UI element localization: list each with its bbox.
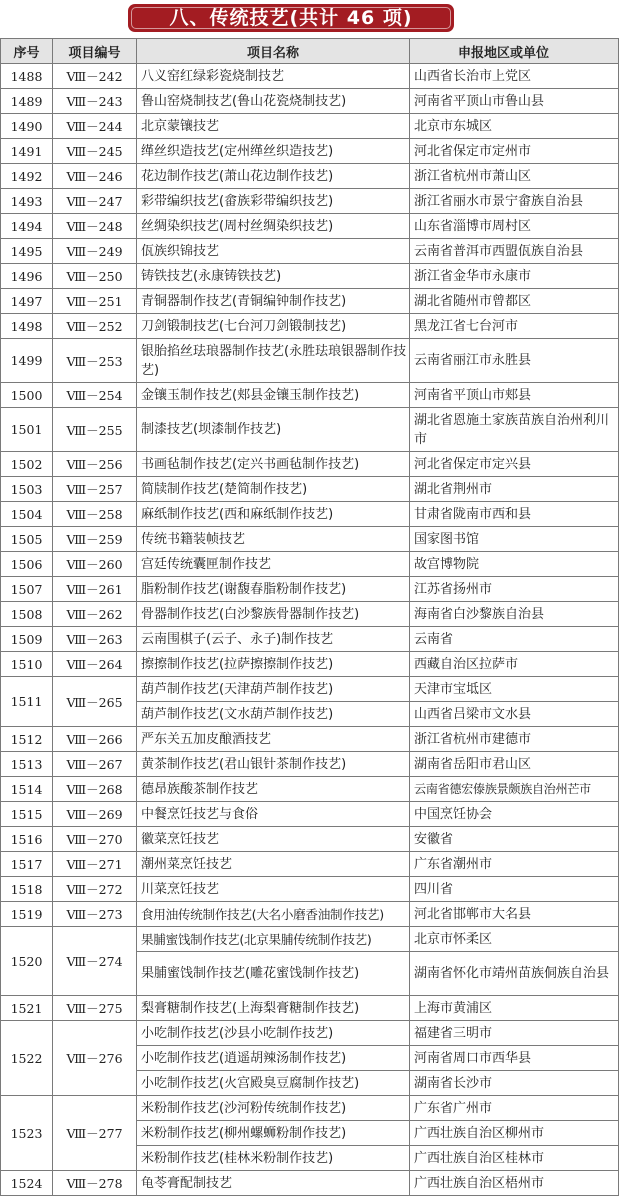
cell-project-name: 龟苓膏配制技艺 — [137, 1171, 410, 1196]
cell-seq: 1517 — [1, 852, 53, 877]
cell-region: 湖北省荆州市 — [410, 477, 619, 502]
cell-project-name: 米粉制作技艺(柳州螺蛳粉制作技艺) — [137, 1121, 410, 1146]
table-row — [1, 452, 619, 477]
heritage-table — [0, 38, 619, 1196]
cell-project-name: 青铜器制作技艺(青铜编钟制作技艺) — [137, 289, 410, 314]
cell-project-name: 脂粉制作技艺(谢馥春脂粉制作技艺) — [137, 577, 410, 602]
cell-seq: 1518 — [1, 877, 53, 902]
cell-project-name: 云南围棋子(云子、永子)制作技艺 — [137, 627, 410, 652]
cell-code: Ⅷ－248 — [53, 214, 137, 239]
cell-region: 安徽省 — [410, 827, 619, 852]
cell-seq: 1501 — [1, 408, 53, 452]
cell-project-name: 食用油传统制作技艺(大名小磨香油制作技艺) — [137, 902, 410, 927]
table-row — [1, 383, 619, 408]
cell-region: 天津市宝坻区 — [410, 677, 619, 702]
cell-code: Ⅷ－254 — [53, 383, 137, 408]
cell-region: 山东省淄博市周村区 — [410, 214, 619, 239]
cell-project-name: 制漆技艺(坝漆制作技艺) — [137, 408, 410, 452]
cell-code: Ⅷ－276 — [53, 1021, 137, 1096]
cell-seq: 1499 — [1, 339, 53, 383]
cell-seq: 1522 — [1, 1021, 53, 1096]
table-row — [1, 996, 619, 1021]
cell-region: 山西省长治市上党区 — [410, 64, 619, 89]
cell-region: 河北省邯郸市大名县 — [410, 902, 619, 927]
table-row — [1, 214, 619, 239]
header-name: 项目名称 — [137, 39, 410, 64]
cell-region: 浙江省金华市永康市 — [410, 264, 619, 289]
cell-project-name: 米粉制作技艺(桂林米粉制作技艺) — [137, 1146, 410, 1171]
cell-seq: 1494 — [1, 214, 53, 239]
cell-seq: 1509 — [1, 627, 53, 652]
cell-region: 广西壮族自治区桂林市 — [410, 1146, 619, 1171]
table-row — [1, 827, 619, 852]
cell-region: 湖北省随州市曾都区 — [410, 289, 619, 314]
table-row — [1, 164, 619, 189]
table-row — [1, 877, 619, 902]
table-row — [1, 114, 619, 139]
cell-seq: 1514 — [1, 777, 53, 802]
cell-region: 上海市黄浦区 — [410, 996, 619, 1021]
cell-region: 福建省三明市 — [410, 1021, 619, 1046]
cell-project-name: 潮州菜烹饪技艺 — [137, 852, 410, 877]
cell-project-name: 银胎掐丝珐琅器制作技艺(永胜珐琅银器制作技艺) — [137, 339, 410, 383]
header-region: 申报地区或单位 — [410, 39, 619, 64]
cell-code: Ⅷ－257 — [53, 477, 137, 502]
cell-seq: 1497 — [1, 289, 53, 314]
cell-code: Ⅷ－245 — [53, 139, 137, 164]
cell-seq: 1521 — [1, 996, 53, 1021]
cell-region: 浙江省丽水市景宁畲族自治县 — [410, 189, 619, 214]
cell-project-name: 丝绸染织技艺(周村丝绸染织技艺) — [137, 214, 410, 239]
cell-region: 国家图书馆 — [410, 527, 619, 552]
cell-project-name: 骨器制作技艺(白沙黎族骨器制作技艺) — [137, 602, 410, 627]
cell-seq: 1524 — [1, 1171, 53, 1196]
cell-seq: 1516 — [1, 827, 53, 852]
cell-seq: 1510 — [1, 652, 53, 677]
section-banner — [0, 4, 620, 34]
cell-region: 湖南省岳阳市君山区 — [410, 752, 619, 777]
cell-project-name: 德昂族酸茶制作技艺 — [137, 777, 410, 802]
table-row — [1, 239, 619, 264]
cell-region: 中国烹饪协会 — [410, 802, 619, 827]
cell-code: Ⅷ－250 — [53, 264, 137, 289]
cell-code: Ⅷ－274 — [53, 927, 137, 996]
cell-region: 云南省德宏傣族景颇族自治州芒市 — [410, 777, 619, 802]
table-row — [1, 89, 619, 114]
cell-project-name: 宫廷传统囊匣制作技艺 — [137, 552, 410, 577]
table-header-row — [1, 39, 619, 64]
cell-project-name: 梨膏糖制作技艺(上海梨膏糖制作技艺) — [137, 996, 410, 1021]
cell-region: 湖北省恩施土家族苗族自治州利川市 — [410, 408, 619, 452]
cell-code: Ⅷ－272 — [53, 877, 137, 902]
table-row — [1, 189, 619, 214]
cell-region: 湖南省长沙市 — [410, 1071, 619, 1096]
cell-code: Ⅷ－251 — [53, 289, 137, 314]
cell-code: Ⅷ－249 — [53, 239, 137, 264]
cell-seq: 1504 — [1, 502, 53, 527]
cell-project-name: 彩带编织技艺(畲族彩带编织技艺) — [137, 189, 410, 214]
cell-code: Ⅷ－247 — [53, 189, 137, 214]
cell-code: Ⅷ－277 — [53, 1096, 137, 1171]
table-row — [1, 577, 619, 602]
cell-seq: 1519 — [1, 902, 53, 927]
cell-project-name: 金镶玉制作技艺(郏县金镶玉制作技艺) — [137, 383, 410, 408]
table-row — [1, 777, 619, 802]
cell-code: Ⅷ－255 — [53, 408, 137, 452]
table-row — [1, 1096, 619, 1121]
cell-seq: 1513 — [1, 752, 53, 777]
cell-region: 河南省平顶山市鲁山县 — [410, 89, 619, 114]
cell-seq: 1507 — [1, 577, 53, 602]
cell-region: 四川省 — [410, 877, 619, 902]
cell-code: Ⅷ－244 — [53, 114, 137, 139]
cell-seq: 1512 — [1, 727, 53, 752]
cell-code: Ⅷ－263 — [53, 627, 137, 652]
cell-seq: 1491 — [1, 139, 53, 164]
cell-project-name: 铸铁技艺(永康铸铁技艺) — [137, 264, 410, 289]
cell-region: 河北省保定市定兴县 — [410, 452, 619, 477]
cell-code: Ⅷ－243 — [53, 89, 137, 114]
cell-region: 广东省潮州市 — [410, 852, 619, 877]
table-row — [1, 408, 619, 452]
cell-seq: 1490 — [1, 114, 53, 139]
cell-seq: 1502 — [1, 452, 53, 477]
cell-seq: 1506 — [1, 552, 53, 577]
table-row — [1, 64, 619, 89]
cell-code: Ⅷ－268 — [53, 777, 137, 802]
cell-code: Ⅷ－262 — [53, 602, 137, 627]
table-row — [1, 652, 619, 677]
section-title: 八、传统技艺(共计 46 项) — [128, 4, 454, 32]
cell-region: 广西壮族自治区梧州市 — [410, 1171, 619, 1196]
cell-code: Ⅷ－253 — [53, 339, 137, 383]
cell-project-name: 北京蒙镶技艺 — [137, 114, 410, 139]
table-row — [1, 264, 619, 289]
cell-seq: 1515 — [1, 802, 53, 827]
cell-code: Ⅷ－267 — [53, 752, 137, 777]
cell-project-name: 小吃制作技艺(火宫殿臭豆腐制作技艺) — [137, 1071, 410, 1096]
cell-code: Ⅷ－269 — [53, 802, 137, 827]
cell-project-name: 葫芦制作技艺(天津葫芦制作技艺) — [137, 677, 410, 702]
table-row — [1, 752, 619, 777]
cell-project-name: 传统书籍装帧技艺 — [137, 527, 410, 552]
cell-project-name: 简牍制作技艺(楚简制作技艺) — [137, 477, 410, 502]
cell-project-name: 麻纸制作技艺(西和麻纸制作技艺) — [137, 502, 410, 527]
cell-code: Ⅷ－256 — [53, 452, 137, 477]
cell-seq: 1489 — [1, 89, 53, 114]
cell-code: Ⅷ－259 — [53, 527, 137, 552]
cell-code: Ⅷ－266 — [53, 727, 137, 752]
table-row — [1, 289, 619, 314]
cell-seq: 1493 — [1, 189, 53, 214]
cell-seq: 1508 — [1, 602, 53, 627]
table-row — [1, 552, 619, 577]
cell-project-name: 黄茶制作技艺(君山银针茶制作技艺) — [137, 752, 410, 777]
cell-region: 云南省普洱市西盟佤族自治县 — [410, 239, 619, 264]
cell-code: Ⅷ－270 — [53, 827, 137, 852]
cell-project-name: 葫芦制作技艺(文水葫芦制作技艺) — [137, 702, 410, 727]
table-row — [1, 852, 619, 877]
table-row — [1, 527, 619, 552]
cell-region: 山西省吕梁市文水县 — [410, 702, 619, 727]
cell-seq: 1496 — [1, 264, 53, 289]
cell-region: 云南省丽江市永胜县 — [410, 339, 619, 383]
cell-seq: 1495 — [1, 239, 53, 264]
header-code: 项目编号 — [53, 39, 137, 64]
cell-region: 西藏自治区拉萨市 — [410, 652, 619, 677]
cell-project-name: 佤族织锦技艺 — [137, 239, 410, 264]
cell-region: 北京市东城区 — [410, 114, 619, 139]
cell-project-name: 书画毡制作技艺(定兴书画毡制作技艺) — [137, 452, 410, 477]
cell-region: 广西壮族自治区柳州市 — [410, 1121, 619, 1146]
cell-project-name: 徽菜烹饪技艺 — [137, 827, 410, 852]
table-row — [1, 502, 619, 527]
cell-seq: 1511 — [1, 677, 53, 727]
cell-project-name: 小吃制作技艺(逍遥胡辣汤制作技艺) — [137, 1046, 410, 1071]
cell-region: 故宫博物院 — [410, 552, 619, 577]
cell-seq: 1488 — [1, 64, 53, 89]
cell-region: 云南省 — [410, 627, 619, 652]
cell-seq: 1503 — [1, 477, 53, 502]
table-row — [1, 1021, 619, 1046]
cell-region: 浙江省杭州市萧山区 — [410, 164, 619, 189]
table-body — [1, 64, 619, 1196]
cell-code: Ⅷ－252 — [53, 314, 137, 339]
cell-code: Ⅷ－260 — [53, 552, 137, 577]
cell-project-name: 米粉制作技艺(沙河粉传统制作技艺) — [137, 1096, 410, 1121]
table-row — [1, 314, 619, 339]
cell-project-name: 川菜烹饪技艺 — [137, 877, 410, 902]
table-row — [1, 139, 619, 164]
table-row — [1, 1171, 619, 1196]
cell-region: 海南省白沙黎族自治县 — [410, 602, 619, 627]
cell-region: 广东省广州市 — [410, 1096, 619, 1121]
cell-project-name: 刀剑锻制技艺(七台河刀剑锻制技艺) — [137, 314, 410, 339]
cell-seq: 1492 — [1, 164, 53, 189]
cell-region: 甘肃省陇南市西和县 — [410, 502, 619, 527]
cell-region: 浙江省杭州市建德市 — [410, 727, 619, 752]
header-seq: 序号 — [1, 39, 53, 64]
cell-code: Ⅷ－246 — [53, 164, 137, 189]
cell-code: Ⅷ－261 — [53, 577, 137, 602]
table-row — [1, 627, 619, 652]
cell-project-name: 果脯蜜饯制作技艺(北京果脯传统制作技艺) — [137, 927, 410, 952]
cell-project-name: 严东关五加皮酿酒技艺 — [137, 727, 410, 752]
cell-code: Ⅷ－265 — [53, 677, 137, 727]
table-row — [1, 727, 619, 752]
cell-seq: 1500 — [1, 383, 53, 408]
cell-region: 河南省周口市西华县 — [410, 1046, 619, 1071]
cell-project-name: 鲁山窑烧制技艺(鲁山花瓷烧制技艺) — [137, 89, 410, 114]
cell-project-name: 八义窑红绿彩瓷烧制技艺 — [137, 64, 410, 89]
cell-project-name: 花边制作技艺(萧山花边制作技艺) — [137, 164, 410, 189]
table-row — [1, 677, 619, 702]
cell-code: Ⅷ－275 — [53, 996, 137, 1021]
table-row — [1, 802, 619, 827]
cell-region: 河北省保定市定州市 — [410, 139, 619, 164]
cell-project-name: 小吃制作技艺(沙县小吃制作技艺) — [137, 1021, 410, 1046]
cell-project-name: 中餐烹饪技艺与食俗 — [137, 802, 410, 827]
table-row — [1, 902, 619, 927]
cell-code: Ⅷ－273 — [53, 902, 137, 927]
cell-code: Ⅷ－264 — [53, 652, 137, 677]
cell-code: Ⅷ－278 — [53, 1171, 137, 1196]
table-row — [1, 477, 619, 502]
cell-project-name: 擦擦制作技艺(拉萨擦擦制作技艺) — [137, 652, 410, 677]
cell-project-name: 缂丝织造技艺(定州缂丝织造技艺) — [137, 139, 410, 164]
cell-project-name: 果脯蜜饯制作技艺(雕花蜜饯制作技艺) — [137, 952, 410, 996]
cell-seq: 1498 — [1, 314, 53, 339]
cell-seq: 1523 — [1, 1096, 53, 1171]
cell-seq: 1505 — [1, 527, 53, 552]
table-row — [1, 339, 619, 383]
cell-region: 黑龙江省七台河市 — [410, 314, 619, 339]
cell-seq: 1520 — [1, 927, 53, 996]
cell-region: 湖南省怀化市靖州苗族侗族自治县 — [410, 952, 619, 996]
cell-code: Ⅷ－271 — [53, 852, 137, 877]
cell-code: Ⅷ－258 — [53, 502, 137, 527]
table-row — [1, 602, 619, 627]
cell-code: Ⅷ－242 — [53, 64, 137, 89]
cell-region: 江苏省扬州市 — [410, 577, 619, 602]
cell-region: 河南省平顶山市郏县 — [410, 383, 619, 408]
table-row — [1, 927, 619, 952]
cell-region: 北京市怀柔区 — [410, 927, 619, 952]
